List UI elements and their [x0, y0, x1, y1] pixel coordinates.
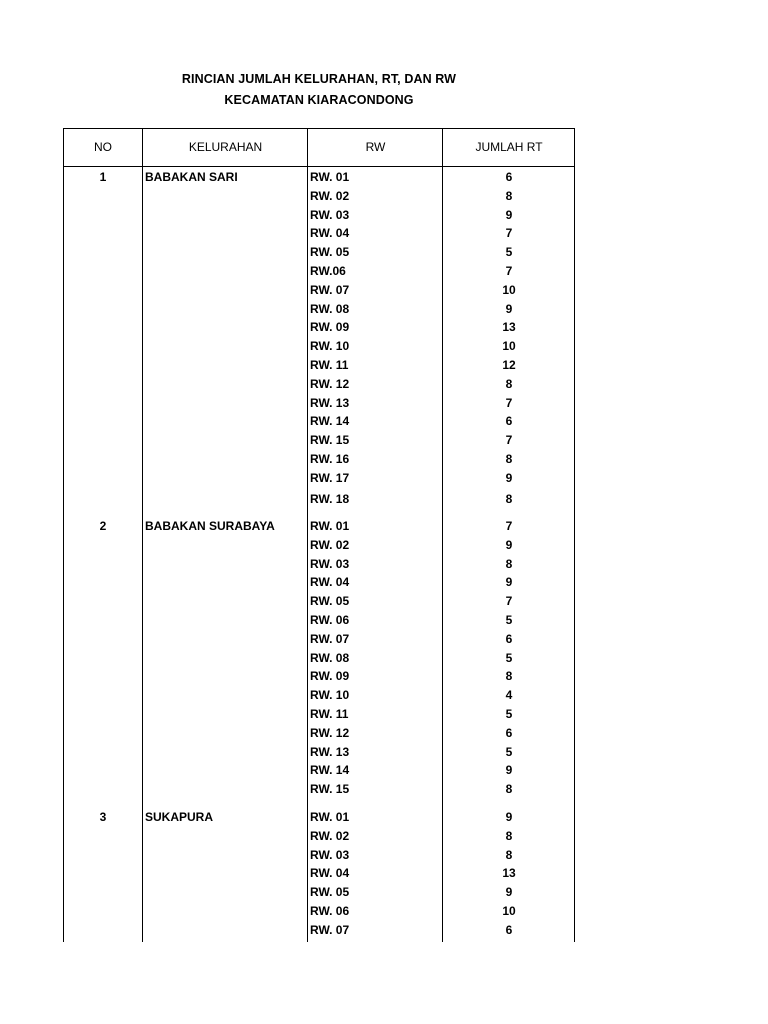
jumlah-rt-cell: 7 [505, 226, 513, 241]
document-title: RINCIAN JUMLAH KELURAHAN, RT, DAN RW [181, 72, 457, 86]
jumlah-rt-cell: 13 [502, 320, 516, 335]
jumlah-rt-cell: 10 [502, 339, 516, 354]
rw-cell: RW. 08 [310, 301, 350, 316]
rw-cell: RW. 06 [310, 904, 350, 918]
jumlah-rt-cell: 6 [505, 414, 513, 429]
jumlah-rt-cell: 8 [505, 847, 513, 862]
rw-cell: RW. 03 [310, 207, 350, 222]
jumlah-rt-cell: 6 [505, 725, 513, 740]
jumlah-rt-cell: 12 [502, 358, 516, 372]
jumlah-rt-cell: 9 [505, 575, 513, 590]
rw-cell: RW. 18 [310, 491, 350, 506]
rw-cell: RW. 14 [310, 763, 350, 778]
jumlah-rt-cell: 9 [505, 537, 513, 552]
jumlah-rt-cell: 4 [505, 688, 513, 703]
rw-cell: RW. 14 [310, 414, 350, 429]
rw-cell: RW.06 [310, 264, 346, 278]
jumlah-rt-cell: 10 [502, 904, 516, 918]
rw-cell: RW. 02 [310, 188, 350, 203]
document-subtitle: KECAMATAN KIARACONDONG [224, 93, 414, 107]
header-rw: RW [365, 140, 386, 154]
jumlah-rt-cell: 8 [505, 556, 513, 571]
rw-cell: RW. 07 [310, 282, 350, 297]
rw-cell: RW. 17 [310, 470, 350, 485]
kelurahan-name: SUKAPURA [145, 810, 214, 824]
jumlah-rt-cell: 7 [505, 519, 513, 533]
jumlah-rt-cell: 7 [505, 433, 513, 448]
jumlah-rt-cell: 9 [505, 763, 513, 778]
rw-cell: RW. 09 [310, 320, 350, 335]
header-kelurahan: KELURAHAN [188, 140, 263, 154]
rw-cell: RW. 05 [310, 594, 350, 609]
header-jumlah-rt: JUMLAH RT [475, 140, 543, 154]
rw-cell: RW. 12 [310, 725, 350, 740]
jumlah-rt-cell: 5 [505, 744, 513, 759]
rw-cell: RW. 12 [310, 376, 350, 391]
jumlah-rt-cell: 9 [505, 207, 513, 222]
jumlah-rt-cell: 8 [505, 376, 513, 391]
group-number: 3 [99, 810, 107, 824]
jumlah-rt-cell: 7 [505, 395, 513, 410]
rw-cell: RW. 03 [310, 847, 350, 862]
rw-cell: RW. 10 [310, 688, 350, 703]
rw-cell: RW. 07 [310, 922, 350, 937]
rw-cell: RW. 02 [310, 537, 350, 552]
table-border-top [63, 128, 575, 129]
jumlah-rt-cell: 8 [505, 491, 513, 506]
rw-cell: RW. 05 [310, 245, 350, 260]
jumlah-rt-cell: 8 [505, 828, 513, 843]
jumlah-rt-cell: 9 [505, 885, 513, 900]
table-header-divider [63, 166, 575, 167]
rw-cell: RW. 04 [310, 866, 350, 881]
rw-cell: RW. 09 [310, 669, 350, 684]
kelurahan-name: BABAKAN SURABAYA [145, 519, 275, 533]
rw-cell: RW. 02 [310, 828, 350, 843]
jumlah-rt-cell: 10 [502, 282, 516, 297]
jumlah-rt-cell: 13 [502, 866, 516, 881]
rw-cell: RW. 06 [310, 613, 350, 627]
jumlah-rt-cell: 5 [505, 707, 513, 721]
rw-cell: RW. 16 [310, 452, 350, 466]
table-divider-kelurahan [307, 128, 308, 942]
jumlah-rt-cell: 6 [505, 631, 513, 646]
rw-cell: RW. 05 [310, 885, 350, 900]
jumlah-rt-cell: 9 [505, 470, 513, 485]
rw-cell: RW. 11 [310, 358, 349, 372]
jumlah-rt-cell: 8 [505, 782, 513, 797]
rw-cell: RW. 11 [310, 707, 349, 721]
jumlah-rt-cell: 5 [505, 650, 513, 665]
jumlah-rt-cell: 5 [505, 613, 513, 627]
group-number: 1 [99, 170, 107, 184]
jumlah-rt-cell: 6 [505, 922, 513, 937]
rw-cell: RW. 13 [310, 744, 350, 759]
rw-cell: RW. 15 [310, 782, 350, 797]
jumlah-rt-cell: 6 [505, 170, 513, 184]
jumlah-rt-cell: 7 [505, 264, 513, 278]
jumlah-rt-cell: 9 [505, 301, 513, 316]
rw-cell: RW. 01 [310, 519, 350, 533]
jumlah-rt-cell: 8 [505, 188, 513, 203]
header-no: NO [94, 140, 112, 154]
rw-cell: RW. 01 [310, 810, 350, 824]
rw-cell: RW. 04 [310, 575, 350, 590]
rw-cell: RW. 07 [310, 631, 350, 646]
rw-cell: RW. 01 [310, 170, 350, 184]
rw-cell: RW. 08 [310, 650, 350, 665]
jumlah-rt-cell: 7 [505, 594, 513, 609]
jumlah-rt-cell: 8 [505, 452, 513, 466]
jumlah-rt-cell: 5 [505, 245, 513, 260]
rw-cell: RW. 13 [310, 395, 350, 410]
kelurahan-name: BABAKAN SARI [145, 170, 238, 184]
rw-cell: RW. 10 [310, 339, 350, 354]
jumlah-rt-cell: 8 [505, 669, 513, 684]
rw-cell: RW. 03 [310, 556, 350, 571]
rw-cell: RW. 04 [310, 226, 350, 241]
rw-cell: RW. 15 [310, 433, 350, 448]
jumlah-rt-cell: 9 [505, 810, 513, 824]
group-number: 2 [99, 519, 107, 533]
